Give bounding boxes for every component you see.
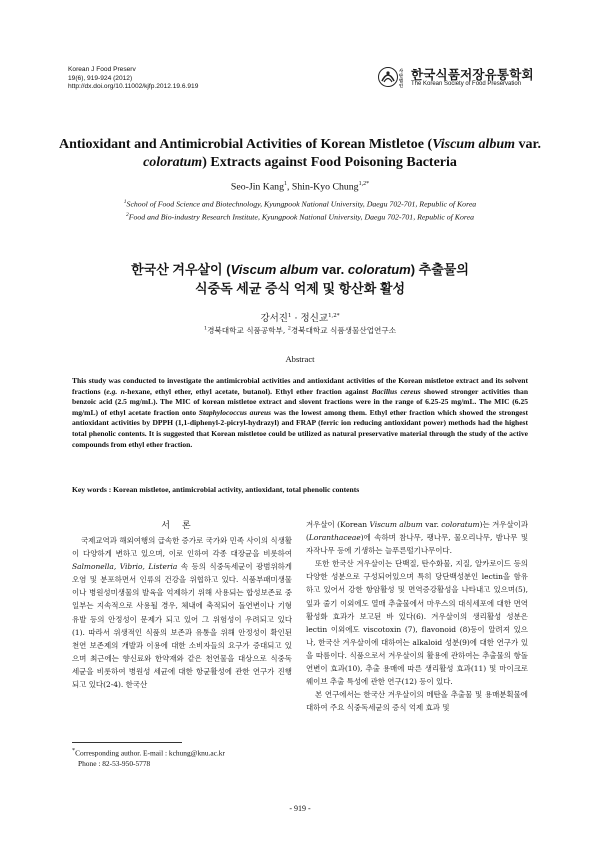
society-small-label: 사단법인	[399, 68, 404, 88]
paragraph: 국제교역과 해외여행의 급속한 증가로 국가와 민족 사이의 식생활이 다양하게 변하고 있으며, 이로 인하여 각종 대장균을 비롯하여 Salmonella, Vibrio, Listeria 속 등의 식중독세균이 광범위하게 오염 및 분포하면서 인류의 건강을 위협하고 있다. 식품부패미생물이나 병원성미생물의 발육을 억제하기 위해 사용되는 합성보존료 중 일부는 지속적으로 사용될 경우, 체내에 축적되어 돌연변이나 기형 유발 등의 안정성이 문제가 되고 있어 그 위험성이 우려되고 있다(1). 따라서 위생적인 식품의 보존과 유통을 위해 안정성이 확인된 천연 보존제의 개발과 이용에 대한 소비자들의 요구가 증대되고 있으며 최근에는 향신료와 한약재와 같은 천연물을 대상으로 식중독 세균을 비롯하여 병원성 세균에 대한 항균활성에 관한 연구가 진행되고 있다(2-4). 한국산	[72, 536, 292, 690]
journal-doi[interactable]: http://dx.doi.org/10.11002/kjfp.2012.19.6.919	[68, 83, 199, 91]
corresponding-author: Corresponding author. E-mail : kchung@knu.ac.kr	[75, 748, 225, 758]
keywords	[72, 485, 528, 494]
affiliation-2: $^2$Food and Bio-industry Research Institute, Kyungpook National University, Daegu 702-701, Republic of Korea	[125, 211, 474, 222]
journal-name: Korean J Food Preserv	[68, 66, 136, 73]
section-heading-introduction: 서론	[161, 521, 203, 531]
affiliations-en	[60, 197, 540, 223]
society-name-en: The Korean Society of Food Preservation	[411, 81, 522, 87]
society-logo	[378, 64, 548, 92]
paragraph: 본 연구에서는 한국산 겨우살이의 메탄올 추출물 및 용매분획물에 대하여 주요 식중독세균의 증식 억제 효과 및	[306, 690, 528, 713]
phone: Phone : 82-53-950-5778	[78, 758, 151, 768]
paragraph: 또한 한국산 겨우살이는 단백질, 탄수화물, 지질, 알카로이드 등의 다양한 성분으로 구성되어있으며 특히 당단백성분인 lectin을 함유하고 있어서 강한 항암활성 및 면역증강활성을 나타내고 있으며(5), 잎과 줄기 이외에도 열매 추출물에서 마우스의 대식세포에 대한 면역활성화 효과가 보고된 바 있다(6). 겨우살이의 생리활성 성분은 lectin 이외에도 viscotoxin (7), flavonoid (8)등이 알려져 있으나, 한국산 겨우살이에 대하여는 alkaloid 성분(9)에 대한 연구가 있을 따름이다. 식품으로서 겨우살이의 활용에 관하여는 추출물의 항돌연변이 효과(10), 추출 용매에 따른 생리활성 효과(11) 및 마이크로웨이브 추출 특성에 관한 연구(12) 등이 있다.	[306, 559, 528, 687]
affiliation-1: $^1$School of Food Science and Biotechnology, Kyungpook National University, Daegu 702-701, Republic of Korea	[123, 199, 477, 209]
title-ko: 한국산 겨우살이 (Viscum album var. coloratum) 추출물의 식중독 세균 증식 억제 및 항산화 활성	[131, 262, 469, 296]
author-1: Seo-Jin Kang	[230, 181, 284, 193]
footnote: *Corresponding author. E-mail : kchung@knu.ac.kr Phone : 82-53-950-5778	[72, 748, 225, 768]
page-number: - 919 -	[289, 804, 311, 813]
authors-ko: 강서진$^1$ · 정신교$^{1,2*}$	[260, 312, 340, 324]
footnote-rule	[72, 742, 182, 743]
paragraph: 겨우살이 (Korean Viscum album var. coloratum)는 겨우살이과 (Loranthaceae)에 속하며 참나무, 팽나무, 물오리나무, 밤나무 및 자작나무 등에 기생하는 늘푸른떨기나무이다.	[306, 520, 529, 556]
affiliations-ko: $^1$경북대학교 식품공학부, $^2$경북대학교 식품생물산업연구소	[203, 325, 397, 335]
society-name-ko: 한국식품저장유통학회	[411, 68, 534, 82]
author-2: Shin-Kyo Chung	[291, 181, 359, 193]
journal-meta	[68, 66, 198, 92]
title-en: Antioxidant and Antimicrobial Activities of Korean Mistletoe (Viscum album var. coloratum) Extracts against Food Poisoning Bacteria	[59, 137, 541, 170]
society-emblem-icon	[378, 66, 398, 88]
authors-en: Seo-Jin Kang$^1$, Shin-Kyo Chung$^{1,2*}$	[230, 181, 370, 193]
body-column-left	[72, 534, 292, 691]
abstract-heading: Abstract	[285, 354, 315, 364]
journal-volume: 19(6), 919-924 (2012)	[68, 74, 133, 82]
body-column-right	[306, 518, 528, 714]
keywords-text: Korean mistletoe, antimicrobial activity, antioxidant, total phenolic contents	[113, 485, 360, 494]
keywords-label: Key words :	[72, 485, 114, 494]
abstract-body: This study was conducted to investigate the antimicrobial activities and antioxidant activities of the Korean mistletoe extract and its solvent fractions (e.g. n-hexane, ethyl ether, ethyl acetate, butanol). Ethyl ether fraction against Bacillus cereus showed stronger activities than benzoic acid (2.5 mg/mL). The MIC of korean mistletoe extract and slovent fractions were in the range of 6.25-25 mg/mL. The MIC (6.25 mg/mL) of ethyl acetate fraction onto Staphylococcus aureus was the lowest among them. Ethyl ether fraction which showed the strongest antioxidant activities by DPPH (1,1-diphenyl-2-picryl-hydrazyl) and FRAP (ferric ion reducing antioxidant power) methods had the highest total phenolic contents. It is suggested that Korean mistletoe could be utilized as natural preservative material through the study of the active compounds from ethyl ether fraction.	[72, 376, 529, 449]
